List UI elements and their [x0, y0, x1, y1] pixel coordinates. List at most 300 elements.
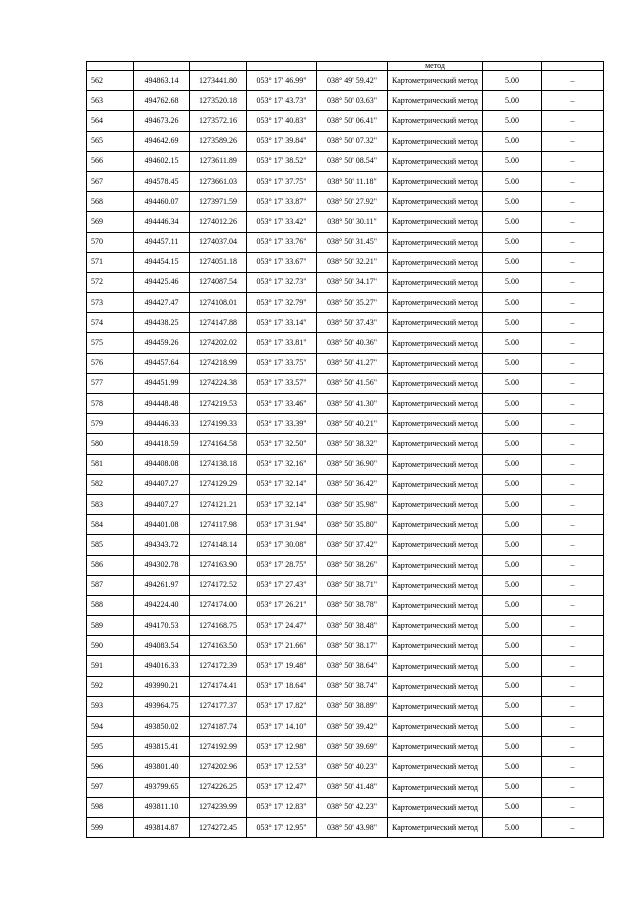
y-coordinate-cell: 1274121.21 [190, 494, 247, 514]
dash-cell: – [542, 252, 604, 272]
accuracy-cell: 5.00 [483, 373, 542, 393]
dash-cell: – [542, 333, 604, 353]
y-coordinate-cell: 1274129.29 [190, 474, 247, 494]
latitude-cell: 053° 17' 37.75" [247, 171, 317, 191]
dash-cell: – [542, 777, 604, 797]
method-cell: Картометрический метод [388, 757, 483, 777]
dash-cell: – [542, 353, 604, 373]
x-coordinate-cell: 494762.68 [134, 91, 190, 111]
method-cell: Картометрический метод [388, 696, 483, 716]
table-row [87, 111, 604, 131]
point-number-cell: 582 [87, 474, 134, 494]
point-number-cell: 573 [87, 293, 134, 313]
latitude-cell: 053° 17' 33.67" [247, 252, 317, 272]
dash-cell: – [542, 414, 604, 434]
accuracy-cell: 5.00 [483, 575, 542, 595]
dash-cell: – [542, 293, 604, 313]
x-coordinate-cell: 494673.26 [134, 111, 190, 131]
table-row [87, 757, 604, 777]
accuracy-cell: 5.00 [483, 111, 542, 131]
point-number-cell: 590 [87, 636, 134, 656]
y-coordinate-cell: 1273441.80 [190, 71, 247, 91]
dash-cell: – [542, 797, 604, 817]
accuracy-cell: 5.00 [483, 474, 542, 494]
point-number-cell: 578 [87, 394, 134, 414]
latitude-cell: 053° 17' 32.16" [247, 454, 317, 474]
method-cell: Картометрический метод [388, 717, 483, 737]
point-number-cell: 575 [87, 333, 134, 353]
longitude-cell: 038° 50' 38.17" [317, 636, 388, 656]
longitude-cell: 038° 50' 32.21" [317, 252, 388, 272]
longitude-cell: 038° 50' 30.11" [317, 212, 388, 232]
longitude-cell: 038° 50' 35.80" [317, 515, 388, 535]
table-row [87, 171, 604, 191]
dash-cell: – [542, 717, 604, 737]
accuracy-cell: 5.00 [483, 192, 542, 212]
dash-cell: – [542, 71, 604, 91]
latitude-cell: 053° 17' 33.46" [247, 394, 317, 414]
accuracy-cell: 5.00 [483, 434, 542, 454]
point-number-cell: 574 [87, 313, 134, 333]
x-coordinate-cell: 494863.14 [134, 71, 190, 91]
latitude-cell: 053° 17' 33.42" [247, 212, 317, 232]
table-row [87, 333, 604, 353]
method-cell: Картометрический метод [388, 192, 483, 212]
table-row [87, 272, 604, 292]
table-row [87, 777, 604, 797]
latitude-cell: 053° 17' 32.79" [247, 293, 317, 313]
method-cell: Картометрический метод [388, 91, 483, 111]
table-row [87, 232, 604, 252]
y-coordinate-cell: 1274272.45 [190, 817, 247, 837]
y-coordinate-cell: 1274219.53 [190, 394, 247, 414]
dash-cell: – [542, 817, 604, 837]
y-coordinate-cell: 1274199.33 [190, 414, 247, 434]
x-coordinate-cell: 494446.33 [134, 414, 190, 434]
longitude-cell: 038° 50' 38.89" [317, 696, 388, 716]
method-cell: Картометрический метод [388, 151, 483, 171]
point-number-cell: 599 [87, 817, 134, 837]
y-coordinate-cell: 1274239.99 [190, 797, 247, 817]
point-number-cell: 579 [87, 414, 134, 434]
table-row [87, 151, 604, 171]
dash-cell: – [542, 636, 604, 656]
table-row [87, 797, 604, 817]
x-coordinate-cell: 494457.64 [134, 353, 190, 373]
longitude-cell: 038° 50' 43.98" [317, 817, 388, 837]
latitude-cell: 053° 17' 33.57" [247, 373, 317, 393]
accuracy-cell: 5.00 [483, 272, 542, 292]
x-coordinate-cell: 494425.46 [134, 272, 190, 292]
table-row [87, 656, 604, 676]
table-row [87, 373, 604, 393]
x-coordinate-cell: 494261.97 [134, 575, 190, 595]
longitude-cell: 038° 50' 27.92" [317, 192, 388, 212]
x-coordinate-cell: 493811.10 [134, 797, 190, 817]
longitude-cell: 038° 50' 11.18" [317, 171, 388, 191]
table-row [87, 494, 604, 514]
y-coordinate-cell: 1274187.74 [190, 717, 247, 737]
dash-cell: – [542, 535, 604, 555]
method-cell: Картометрический метод [388, 394, 483, 414]
point-number-cell: 585 [87, 535, 134, 555]
point-number-cell: 571 [87, 252, 134, 272]
method-cell: Картометрический метод [388, 293, 483, 313]
y-coordinate-cell: 1274224.38 [190, 373, 247, 393]
method-cell: Картометрический метод [388, 252, 483, 272]
method-cell: Картометрический метод [388, 313, 483, 333]
method-cell: Картометрический метод [388, 656, 483, 676]
latitude-cell: 053° 17' 32.14" [247, 494, 317, 514]
latitude-cell: 053° 17' 18.64" [247, 676, 317, 696]
point-number-cell: 597 [87, 777, 134, 797]
accuracy-cell: 5.00 [483, 171, 542, 191]
latitude-cell: 053° 17' 12.47" [247, 777, 317, 797]
dash-cell: – [542, 171, 604, 191]
longitude-cell: 038° 50' 40.21" [317, 414, 388, 434]
x-coordinate-cell: 493850.02 [134, 717, 190, 737]
accuracy-cell: 5.00 [483, 616, 542, 636]
accuracy-cell: 5.00 [483, 555, 542, 575]
table-row [87, 474, 604, 494]
point-number-cell: 595 [87, 737, 134, 757]
table-row [87, 535, 604, 555]
accuracy-cell: 5.00 [483, 414, 542, 434]
dash-cell: – [542, 192, 604, 212]
x-coordinate-cell: 494457.11 [134, 232, 190, 252]
x-coordinate-cell: 494170.53 [134, 616, 190, 636]
longitude-cell: 038° 50' 41.27" [317, 353, 388, 373]
point-number-cell: 598 [87, 797, 134, 817]
y-coordinate-cell: 1274037.04 [190, 232, 247, 252]
y-coordinate-cell: 1274012.26 [190, 212, 247, 232]
latitude-cell: 053° 17' 33.14" [247, 313, 317, 333]
y-coordinate-cell: 1274148.14 [190, 535, 247, 555]
y-coordinate-cell: 1273572.16 [190, 111, 247, 131]
x-coordinate-cell: 494401.08 [134, 515, 190, 535]
table-row [87, 394, 604, 414]
method-cell: Картометрический метод [388, 575, 483, 595]
dash-cell: – [542, 373, 604, 393]
accuracy-cell: 5.00 [483, 696, 542, 716]
latitude-cell: 053° 17' 40.83" [247, 111, 317, 131]
point-number-cell: 584 [87, 515, 134, 535]
table-row [87, 515, 604, 535]
longitude-cell: 038° 50' 41.30" [317, 394, 388, 414]
longitude-cell: 038° 50' 38.71" [317, 575, 388, 595]
continuation-row [87, 62, 604, 71]
latitude-cell: 053° 17' 12.95" [247, 817, 317, 837]
table-row [87, 353, 604, 373]
method-cell: Картометрический метод [388, 474, 483, 494]
point-number-cell: 592 [87, 676, 134, 696]
point-number-cell: 568 [87, 192, 134, 212]
dash-cell: – [542, 737, 604, 757]
latitude-cell: 053° 17' 46.99" [247, 71, 317, 91]
method-cell: Картометрический метод [388, 535, 483, 555]
dash-cell: – [542, 555, 604, 575]
table-row [87, 454, 604, 474]
y-coordinate-cell: 1274163.50 [190, 636, 247, 656]
accuracy-cell: 5.00 [483, 595, 542, 615]
point-number-cell: 569 [87, 212, 134, 232]
longitude-cell: 038° 50' 38.48" [317, 616, 388, 636]
longitude-cell: 038° 50' 06.41" [317, 111, 388, 131]
dash-cell: – [542, 676, 604, 696]
longitude-cell: 038° 50' 31.45" [317, 232, 388, 252]
dash-cell: – [542, 272, 604, 292]
dash-cell: – [542, 757, 604, 777]
coordinates-table [86, 61, 604, 838]
y-coordinate-cell: 1274051.18 [190, 252, 247, 272]
method-cell: Картометрический метод [388, 272, 483, 292]
dash-cell: – [542, 515, 604, 535]
x-coordinate-cell: 494602.15 [134, 151, 190, 171]
point-number-cell: 564 [87, 111, 134, 131]
method-cell: Картометрический метод [388, 414, 483, 434]
point-number-cell: 589 [87, 616, 134, 636]
accuracy-cell: 5.00 [483, 212, 542, 232]
accuracy-cell: 5.00 [483, 817, 542, 837]
latitude-cell: 053° 17' 28.75" [247, 555, 317, 575]
latitude-cell: 053° 17' 33.75" [247, 353, 317, 373]
x-coordinate-cell: 494083.54 [134, 636, 190, 656]
point-number-cell: 567 [87, 171, 134, 191]
y-coordinate-cell: 1274087.54 [190, 272, 247, 292]
table-row [87, 555, 604, 575]
dash-cell: – [542, 313, 604, 333]
method-cell: Картометрический метод [388, 595, 483, 615]
accuracy-cell: 5.00 [483, 777, 542, 797]
accuracy-cell: 5.00 [483, 293, 542, 313]
x-coordinate-cell: 494446.34 [134, 212, 190, 232]
longitude-cell: 038° 50' 41.56" [317, 373, 388, 393]
table-row [87, 817, 604, 837]
latitude-cell: 053° 17' 39.84" [247, 131, 317, 151]
method-cell: Картометрический метод [388, 797, 483, 817]
accuracy-cell: 5.00 [483, 656, 542, 676]
x-coordinate-cell: 494459.26 [134, 333, 190, 353]
dash-cell: – [542, 575, 604, 595]
method-cell: Картометрический метод [388, 373, 483, 393]
longitude-cell: 038° 50' 08.54" [317, 151, 388, 171]
latitude-cell: 053° 17' 24.47" [247, 616, 317, 636]
longitude-cell: 038° 50' 35.98" [317, 494, 388, 514]
y-coordinate-cell: 1274138.18 [190, 454, 247, 474]
y-coordinate-cell: 1274164.58 [190, 434, 247, 454]
table-row [87, 252, 604, 272]
point-number-cell: 577 [87, 373, 134, 393]
y-coordinate-cell: 1273971.59 [190, 192, 247, 212]
longitude-cell: 038° 50' 07.32" [317, 131, 388, 151]
longitude-cell: 038° 50' 40.23" [317, 757, 388, 777]
latitude-cell: 053° 17' 17.82" [247, 696, 317, 716]
dash-cell: – [542, 151, 604, 171]
latitude-cell: 053° 17' 14.10" [247, 717, 317, 737]
table-row [87, 131, 604, 151]
y-coordinate-cell: 1274174.41 [190, 676, 247, 696]
method-cell: Картометрический метод [388, 555, 483, 575]
method-cell: Картометрический метод [388, 333, 483, 353]
latitude-cell: 053° 17' 12.53" [247, 757, 317, 777]
accuracy-cell: 5.00 [483, 717, 542, 737]
longitude-cell: 038° 50' 36.90" [317, 454, 388, 474]
method-cell: Картометрический метод [388, 353, 483, 373]
dash-cell: – [542, 111, 604, 131]
x-coordinate-cell: 494016.33 [134, 656, 190, 676]
method-cell: Картометрический метод [388, 817, 483, 837]
accuracy-cell: 5.00 [483, 797, 542, 817]
table-row [87, 616, 604, 636]
table-row [87, 636, 604, 656]
dash-cell: – [542, 595, 604, 615]
accuracy-cell: 5.00 [483, 454, 542, 474]
table-row [87, 91, 604, 111]
point-number-cell: 581 [87, 454, 134, 474]
accuracy-cell: 5.00 [483, 252, 542, 272]
longitude-cell: 038° 50' 38.26" [317, 555, 388, 575]
dash-cell: – [542, 696, 604, 716]
longitude-cell: 038° 50' 39.69" [317, 737, 388, 757]
x-coordinate-cell: 494448.48 [134, 394, 190, 414]
accuracy-cell: 5.00 [483, 636, 542, 656]
x-coordinate-cell: 494438.25 [134, 313, 190, 333]
table-row [87, 696, 604, 716]
longitude-cell: 038° 50' 38.74" [317, 676, 388, 696]
longitude-cell: 038° 50' 35.27" [317, 293, 388, 313]
method-cell: Картометрический метод [388, 676, 483, 696]
method-cell: Картометрический метод [388, 777, 483, 797]
table-row [87, 595, 604, 615]
dash-cell: – [542, 656, 604, 676]
x-coordinate-cell: 494454.15 [134, 252, 190, 272]
longitude-cell: 038° 49' 59.42" [317, 71, 388, 91]
point-number-cell: 586 [87, 555, 134, 575]
y-coordinate-cell: 1274174.00 [190, 595, 247, 615]
accuracy-cell: 5.00 [483, 71, 542, 91]
method-cell: Картометрический метод [388, 454, 483, 474]
x-coordinate-cell: 494427.47 [134, 293, 190, 313]
dash-cell: – [542, 131, 604, 151]
y-coordinate-cell: 1273661.03 [190, 171, 247, 191]
accuracy-cell: 5.00 [483, 91, 542, 111]
y-coordinate-cell: 1274177.37 [190, 696, 247, 716]
table-row [87, 737, 604, 757]
accuracy-cell: 5.00 [483, 333, 542, 353]
dash-cell: – [542, 494, 604, 514]
y-coordinate-cell: 1274202.96 [190, 757, 247, 777]
table-body [87, 62, 604, 838]
longitude-cell: 038° 50' 37.43" [317, 313, 388, 333]
y-coordinate-cell: 1273589.26 [190, 131, 247, 151]
table-row [87, 434, 604, 454]
y-coordinate-cell: 1274147.88 [190, 313, 247, 333]
x-coordinate-cell: 493990.21 [134, 676, 190, 696]
accuracy-cell: 5.00 [483, 757, 542, 777]
point-number-cell: 596 [87, 757, 134, 777]
latitude-cell: 053° 17' 32.50" [247, 434, 317, 454]
latitude-cell: 053° 17' 32.14" [247, 474, 317, 494]
accuracy-cell: 5.00 [483, 535, 542, 555]
latitude-cell: 053° 17' 32.73" [247, 272, 317, 292]
method-cell: Картометрический метод [388, 71, 483, 91]
y-coordinate-cell: 1274117.98 [190, 515, 247, 535]
longitude-cell: 038° 50' 39.42" [317, 717, 388, 737]
table-row [87, 313, 604, 333]
latitude-cell: 053° 17' 12.83" [247, 797, 317, 817]
method-cell: Картометрический метод [388, 171, 483, 191]
accuracy-cell: 5.00 [483, 151, 542, 171]
table-row [87, 575, 604, 595]
table-row [87, 212, 604, 232]
latitude-cell: 053° 17' 30.08" [247, 535, 317, 555]
point-number-cell: 594 [87, 717, 134, 737]
latitude-cell: 053° 17' 33.76" [247, 232, 317, 252]
longitude-cell: 038° 50' 34.17" [317, 272, 388, 292]
point-number-cell: 576 [87, 353, 134, 373]
x-coordinate-cell: 494302.78 [134, 555, 190, 575]
point-number-cell: 587 [87, 575, 134, 595]
dash-cell: – [542, 474, 604, 494]
longitude-cell: 038° 50' 42.23" [317, 797, 388, 817]
x-coordinate-cell: 494343.72 [134, 535, 190, 555]
method-cell: Картометрический метод [388, 434, 483, 454]
accuracy-cell: 5.00 [483, 353, 542, 373]
point-number-cell: 563 [87, 91, 134, 111]
y-coordinate-cell: 1273520.18 [190, 91, 247, 111]
longitude-cell: 038° 50' 03.63" [317, 91, 388, 111]
longitude-cell: 038° 50' 38.64" [317, 656, 388, 676]
dash-cell: – [542, 232, 604, 252]
dash-cell: – [542, 434, 604, 454]
method-cell: Картометрический метод [388, 494, 483, 514]
dash-cell: – [542, 616, 604, 636]
point-number-cell: 570 [87, 232, 134, 252]
x-coordinate-cell: 494578.45 [134, 171, 190, 191]
y-coordinate-cell: 1274202.02 [190, 333, 247, 353]
x-coordinate-cell: 493814.87 [134, 817, 190, 837]
x-coordinate-cell: 493964.75 [134, 696, 190, 716]
accuracy-cell: 5.00 [483, 313, 542, 333]
table-row [87, 293, 604, 313]
accuracy-cell: 5.00 [483, 131, 542, 151]
point-number-cell: 583 [87, 494, 134, 514]
point-number-cell: 572 [87, 272, 134, 292]
dash-cell: – [542, 394, 604, 414]
table-row [87, 414, 604, 434]
latitude-cell: 053° 17' 21.66" [247, 636, 317, 656]
accuracy-cell: 5.00 [483, 394, 542, 414]
point-number-cell: 588 [87, 595, 134, 615]
point-number-cell: 580 [87, 434, 134, 454]
longitude-cell: 038° 50' 41.48" [317, 777, 388, 797]
latitude-cell: 053° 17' 31.94" [247, 515, 317, 535]
longitude-cell: 038° 50' 36.42" [317, 474, 388, 494]
point-number-cell: 562 [87, 71, 134, 91]
dash-cell: – [542, 454, 604, 474]
method-cell: Картометрический метод [388, 131, 483, 151]
latitude-cell: 053° 17' 27.43" [247, 575, 317, 595]
x-coordinate-cell: 494451.99 [134, 373, 190, 393]
x-coordinate-cell: 493801.40 [134, 757, 190, 777]
method-cell: Картометрический метод [388, 636, 483, 656]
table-row [87, 676, 604, 696]
longitude-cell: 038° 50' 38.78" [317, 595, 388, 615]
y-coordinate-cell: 1274172.52 [190, 575, 247, 595]
dash-cell: – [542, 212, 604, 232]
latitude-cell: 053° 17' 33.87" [247, 192, 317, 212]
x-coordinate-cell: 493815.41 [134, 737, 190, 757]
